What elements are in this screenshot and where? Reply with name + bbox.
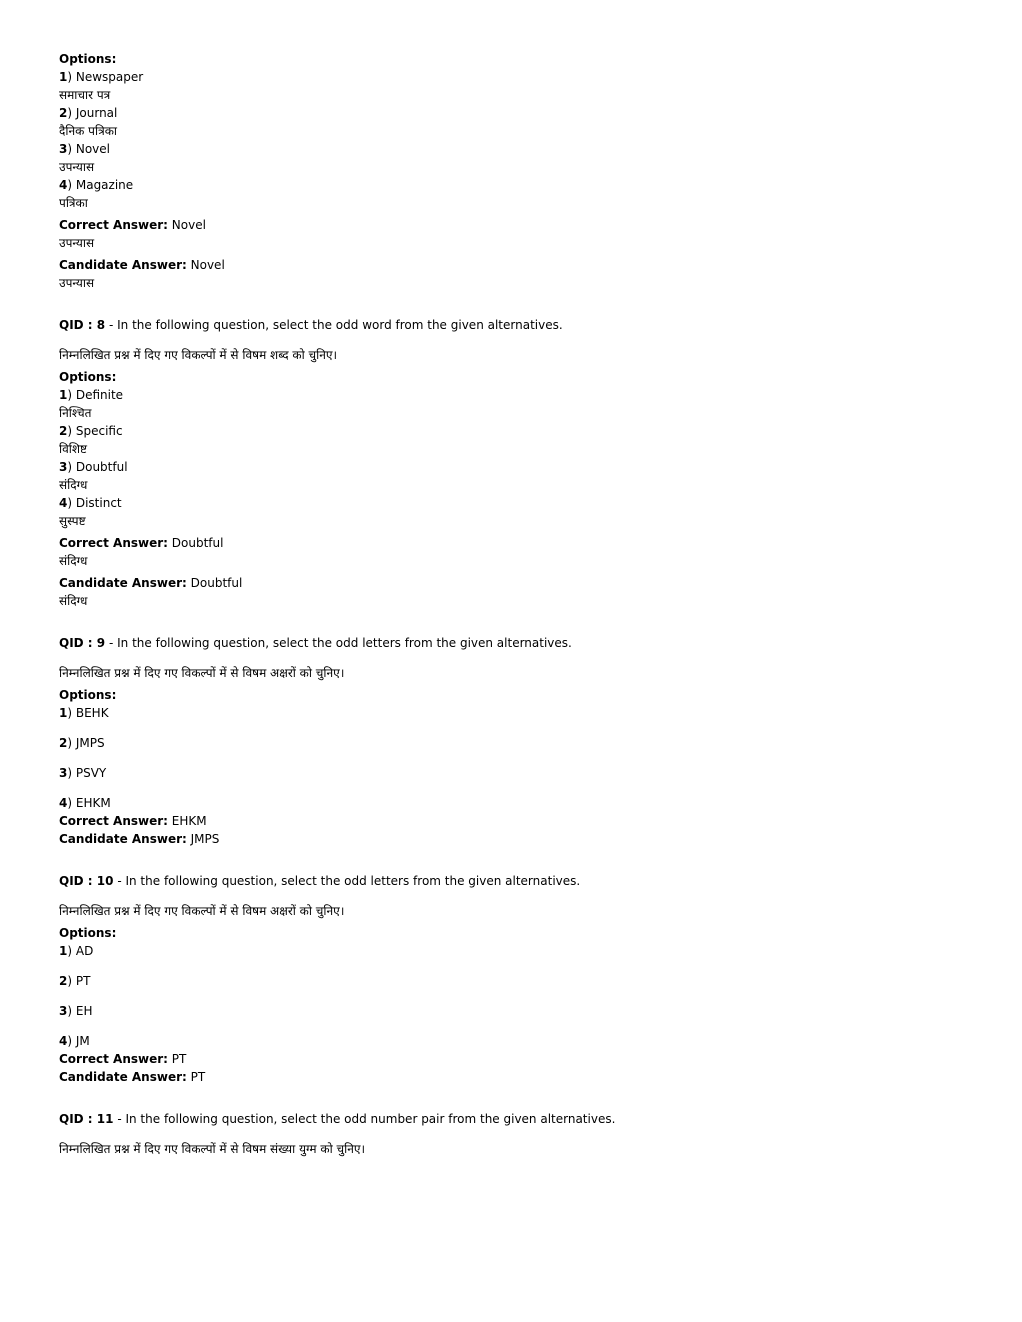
correct-answer-label: Correct Answer: — [59, 814, 168, 828]
qid-number: 9 — [96, 636, 106, 650]
candidate-answer-label: Candidate Answer: — [59, 258, 187, 272]
question-text-en: - In the following question, select the odd word from the given alternatives. — [108, 318, 563, 332]
qid-label: QID : — [59, 874, 93, 888]
option-text-en: BEHK — [75, 706, 109, 720]
option-text-en: Journal — [75, 106, 118, 120]
correct-answer — [59, 216, 959, 234]
question-text-en: - In the following question, select the odd letters from the given alternatives. — [108, 636, 572, 650]
option-text-en: Newspaper — [75, 70, 144, 84]
option-3: 3) Doubtful — [59, 460, 128, 474]
qid-label: QID : — [59, 318, 93, 332]
candidate-answer-label: Candidate Answer: — [59, 1070, 187, 1084]
candidate-answer-hindi: उपन्यास — [59, 276, 95, 290]
option-text-en: Definite — [75, 388, 124, 402]
option-number: 4 — [59, 496, 68, 510]
question-text-hindi: निम्नलिखित प्रश्न में दिए गए विकल्पों में से विषम अक्षरों को चुनिए। — [59, 904, 345, 918]
option-number: 1 — [59, 706, 68, 720]
option-4-hindi: पत्रिका — [59, 196, 88, 210]
option-1-hindi: निश्चित — [59, 406, 92, 420]
options-label: Options: — [59, 926, 117, 940]
question-text-en: - In the following question, select the odd number pair from the given alternatives. — [117, 1112, 616, 1126]
option-number: 1 — [59, 944, 68, 958]
qid-number: 8 — [96, 318, 106, 332]
qid-label: QID : — [59, 1112, 93, 1126]
correct-answer-value: Doubtful — [171, 536, 224, 550]
candidate-answer — [59, 574, 959, 592]
option-3-hindi: संदिग्ध — [59, 478, 88, 492]
candidate-answer-value: Doubtful — [190, 576, 243, 590]
option-number: 3 — [59, 142, 68, 156]
options-label: Options: — [59, 688, 117, 702]
option-2: 2) PT — [59, 974, 91, 988]
qid-number: 11 — [96, 1112, 114, 1126]
option-4: 4) JM — [59, 1034, 90, 1048]
option-text-en: JM — [75, 1034, 90, 1048]
options-label: Options: — [59, 370, 117, 384]
option-text-en: PT — [75, 974, 91, 988]
qid-label: QID : — [59, 636, 93, 650]
question-10 — [59, 872, 959, 1086]
option-text-en: AD — [75, 944, 94, 958]
question-text-hindi: निम्नलिखित प्रश्न में दिए गए विकल्पों में से विषम संख्या युग्म को चुनिए। — [59, 1142, 366, 1156]
correct-answer-value: Novel — [171, 218, 206, 232]
candidate-answer-label: Candidate Answer: — [59, 832, 187, 846]
correct-answer — [59, 534, 959, 552]
option-2-hindi: दैनिक पत्रिका — [59, 124, 118, 138]
option-number: 3 — [59, 766, 68, 780]
correct-answer-label: Correct Answer: — [59, 1052, 168, 1066]
correct-answer-label: Correct Answer: — [59, 218, 168, 232]
correct-answer-hindi: उपन्यास — [59, 236, 95, 250]
candidate-answer — [59, 256, 959, 274]
option-text-en: Distinct — [75, 496, 122, 510]
option-1-hindi: समाचार पत्र — [59, 88, 111, 102]
option-text-en: EH — [75, 1004, 93, 1018]
question-header — [59, 1110, 959, 1128]
option-number: 2 — [59, 736, 68, 750]
question-8 — [59, 316, 959, 610]
correct-answer-value: PT — [171, 1052, 187, 1066]
question-11 — [59, 1110, 959, 1158]
document-page — [59, 50, 959, 1158]
option-text-en: PSVY — [75, 766, 107, 780]
option-3: 3) Novel — [59, 142, 110, 156]
correct-answer-value: EHKM — [171, 814, 207, 828]
option-number: 2 — [59, 974, 68, 988]
option-number: 4 — [59, 1034, 68, 1048]
option-number: 4 — [59, 178, 68, 192]
correct-answer — [59, 1050, 959, 1068]
option-4: 4) Distinct — [59, 496, 122, 510]
correct-answer — [59, 812, 959, 830]
question-9 — [59, 634, 959, 848]
option-number: 1 — [59, 388, 68, 402]
candidate-answer-label: Candidate Answer: — [59, 576, 187, 590]
candidate-answer — [59, 830, 959, 848]
correct-answer-label: Correct Answer: — [59, 536, 168, 550]
question-text-hindi: निम्नलिखित प्रश्न में दिए गए विकल्पों में से विषम अक्षरों को चुनिए। — [59, 666, 345, 680]
option-4: 4) EHKM — [59, 796, 111, 810]
option-4: 4) Magazine — [59, 178, 134, 192]
option-1: 1) Definite — [59, 388, 124, 402]
candidate-answer-hindi: संदिग्ध — [59, 594, 88, 608]
option-number: 4 — [59, 796, 68, 810]
correct-answer-hindi: संदिग्ध — [59, 554, 88, 568]
question-header — [59, 316, 959, 334]
candidate-answer-value: PT — [190, 1070, 206, 1084]
option-2-hindi: विशिष्ट — [59, 442, 88, 456]
option-4-hindi: सुस्पष्ट — [59, 514, 86, 528]
options-label: Options: — [59, 52, 117, 66]
option-text-en: Magazine — [75, 178, 134, 192]
question-7-continuation — [59, 50, 959, 292]
option-number: 3 — [59, 460, 68, 474]
option-1: 1) BEHK — [59, 706, 109, 720]
question-header — [59, 634, 959, 652]
option-2: 2) Specific — [59, 424, 123, 438]
option-text-en: Doubtful — [75, 460, 128, 474]
question-text-hindi: निम्नलिखित प्रश्न में दिए गए विकल्पों में से विषम शब्द को चुनिए। — [59, 348, 338, 362]
option-2: 2) JMPS — [59, 736, 105, 750]
candidate-answer — [59, 1068, 959, 1086]
candidate-answer-value: Novel — [190, 258, 225, 272]
option-text-en: Specific — [75, 424, 123, 438]
question-text-en: - In the following question, select the odd letters from the given alternatives. — [117, 874, 581, 888]
option-number: 2 — [59, 424, 68, 438]
option-1: 1) AD — [59, 944, 94, 958]
option-3-hindi: उपन्यास — [59, 160, 95, 174]
option-3: 3) PSVY — [59, 766, 107, 780]
option-1: 1) Newspaper — [59, 70, 144, 84]
option-text-en: EHKM — [75, 796, 111, 810]
candidate-answer-value: JMPS — [190, 832, 220, 846]
option-text-en: Novel — [75, 142, 110, 156]
option-number: 3 — [59, 1004, 68, 1018]
option-number: 1 — [59, 70, 68, 84]
option-number: 2 — [59, 106, 68, 120]
option-2: 2) Journal — [59, 106, 118, 120]
option-text-en: JMPS — [75, 736, 105, 750]
option-3: 3) EH — [59, 1004, 93, 1018]
question-header — [59, 872, 959, 890]
qid-number: 10 — [96, 874, 114, 888]
